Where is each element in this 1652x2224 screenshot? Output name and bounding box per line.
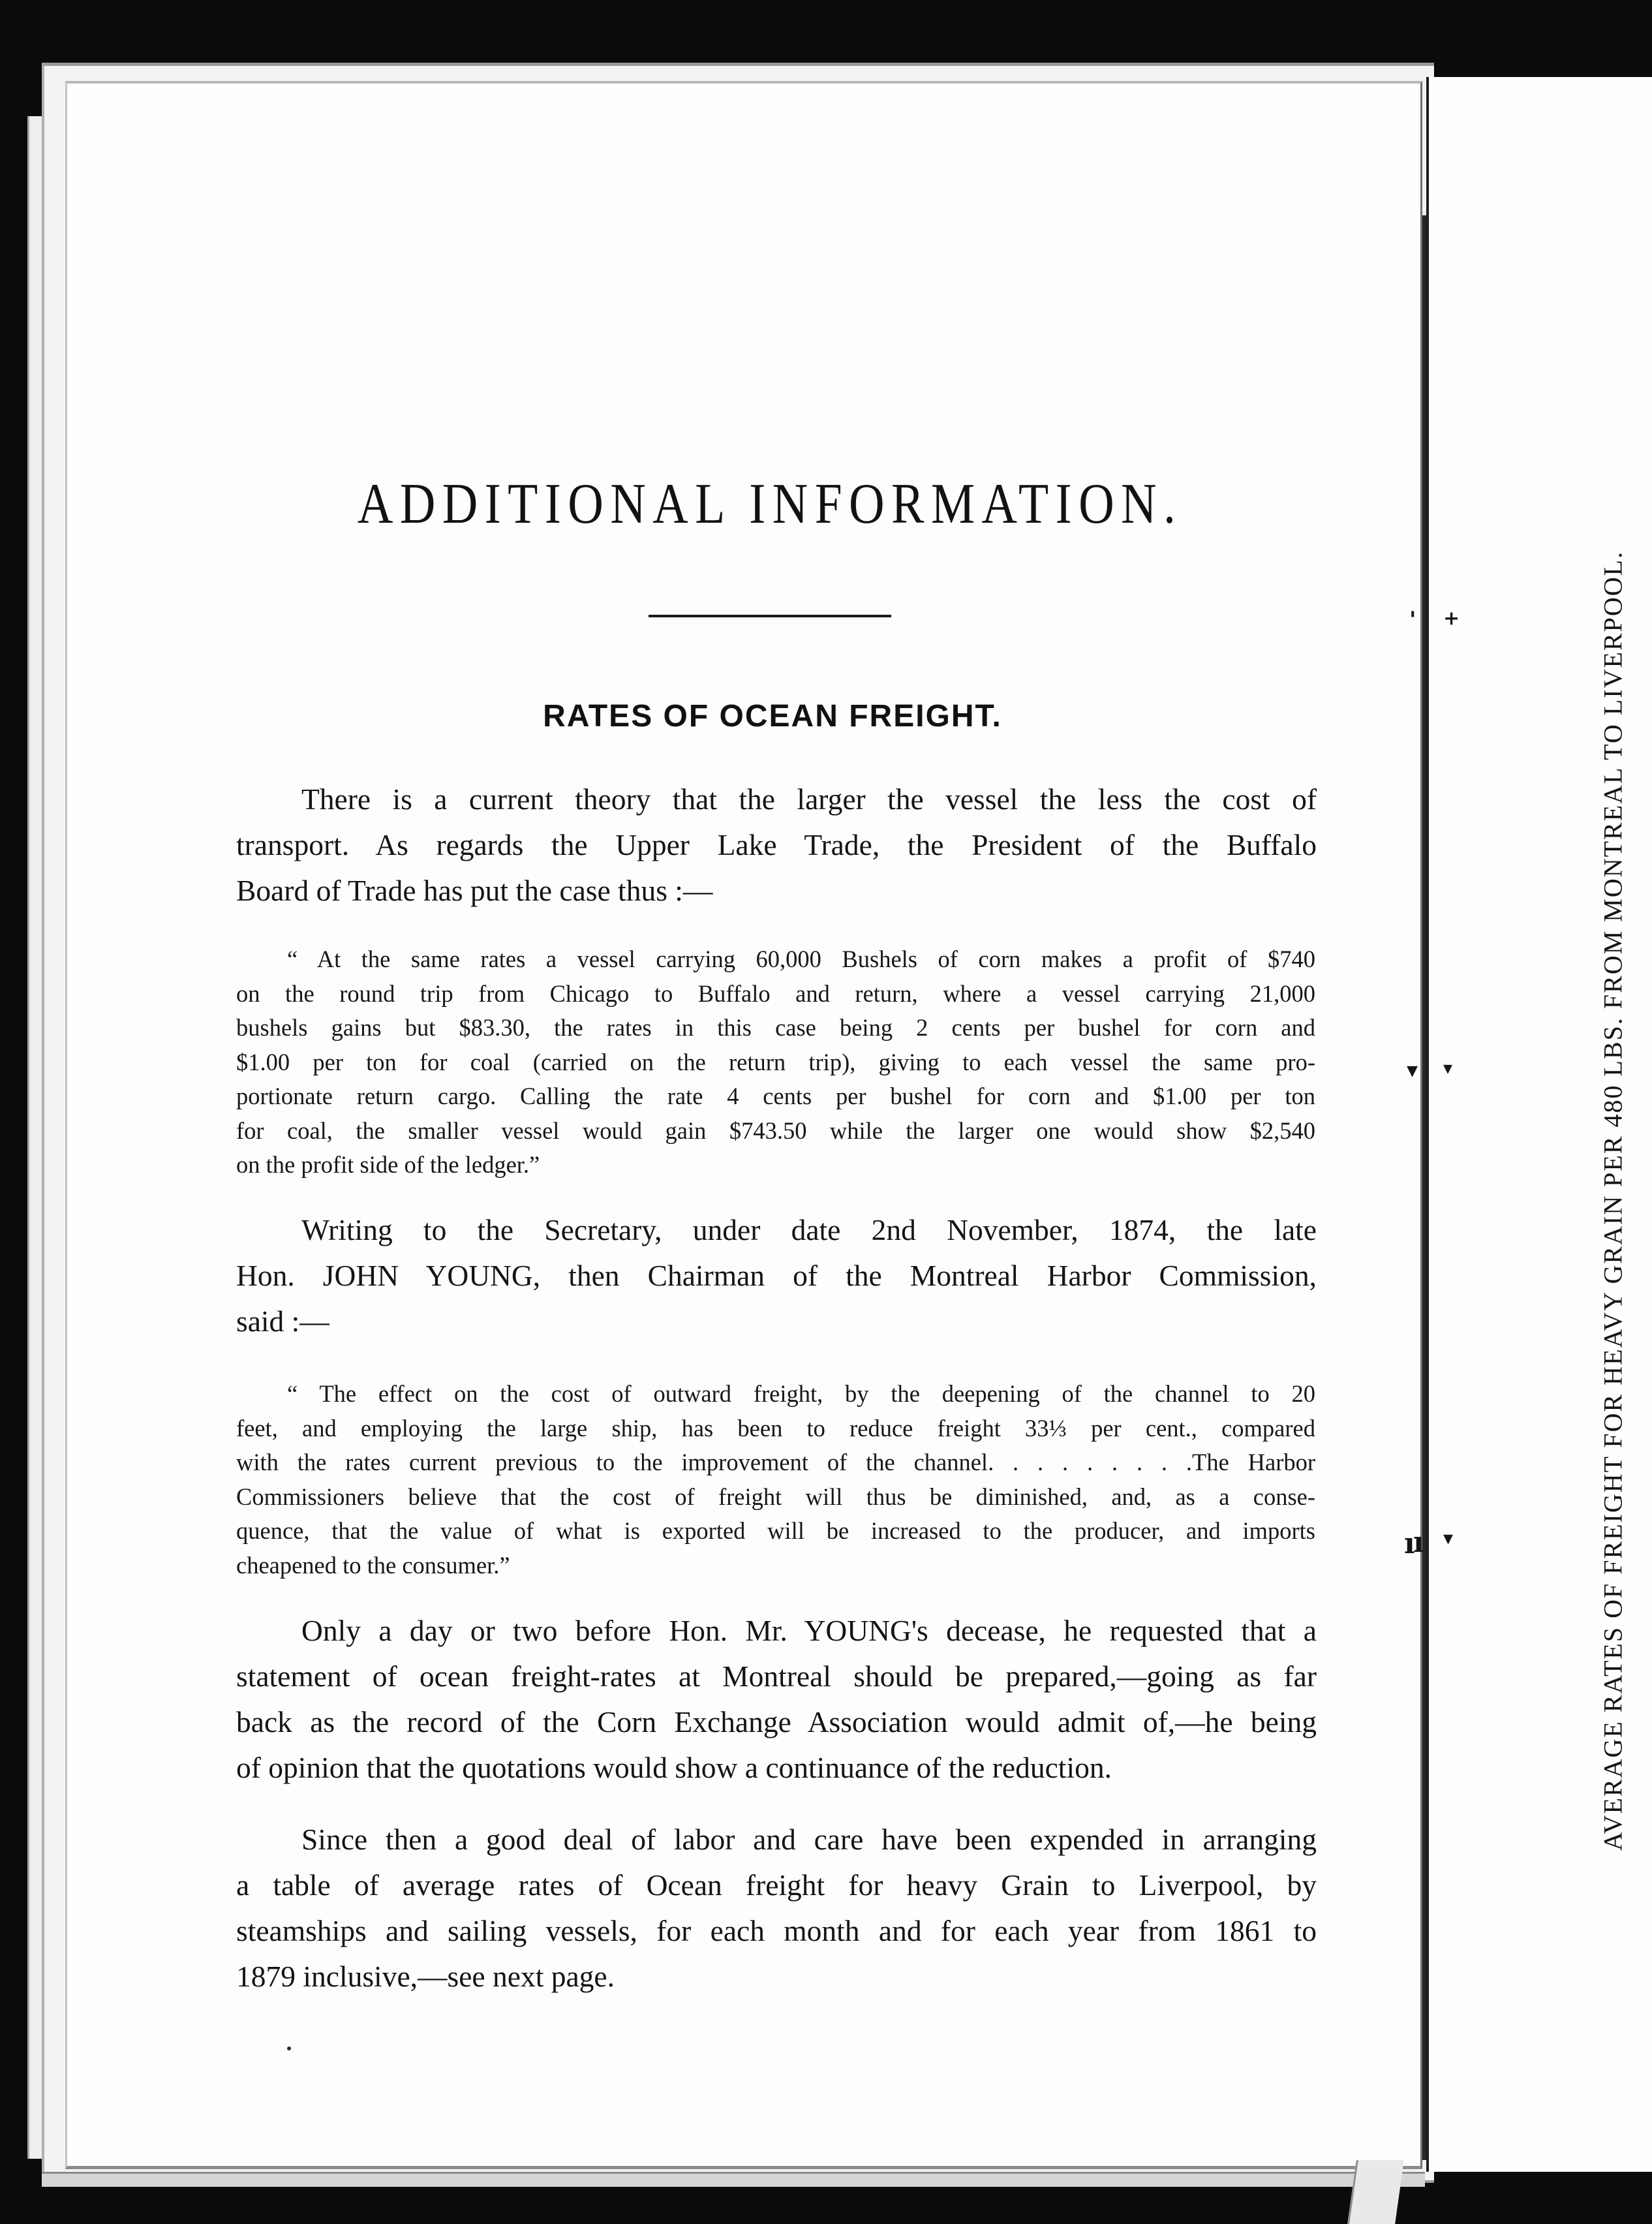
speck <box>287 2046 291 2050</box>
binding-mark: ▾ <box>1443 1057 1453 1079</box>
quote-line: $1.00 per ton for coal (carried on the return trip), giving to each vessel the same pro- <box>236 1048 1315 1075</box>
text-line: Writing to the Secretary, under date 2nd November, 1874, the late <box>301 1213 1317 1246</box>
binding-mark: + <box>1443 607 1460 630</box>
binding-mark: ' <box>1409 607 1416 633</box>
binding-mark: ▾ <box>1407 1057 1418 1083</box>
paragraph-john-young <box>236 1207 1317 1344</box>
binding-mark: ı <box>1404 1527 1415 1560</box>
text-line: statement of ocean freight-rates at Montreal should be prepared,—going as far <box>236 1660 1317 1693</box>
binding-mark: ▾ <box>1443 1527 1454 1550</box>
page-title: ADDITIONAL INFORMATION. <box>357 472 1183 536</box>
quote-line: for coal, the smaller vessel would gain $743.50 while the larger one would show $2,540 <box>236 1117 1315 1144</box>
quote-line: on the profit side of the ledger.” <box>236 1151 540 1178</box>
text-line: steamships and sailing vessels, for each month and for each year from 1861 to <box>236 1914 1317 1947</box>
paragraph-young-request <box>236 1608 1317 1791</box>
text-line: Since then a good deal of labor and care have been expended in arranging <box>301 1823 1317 1856</box>
binding-mark: ı <box>1413 1526 1424 1559</box>
text-line: a table of average rates of Ocean freight for heavy Grain to Liverpool, by <box>236 1868 1317 1902</box>
quote-line: portionate return cargo. Calling the rate 4 cents per bushel for corn and $1.00 per ton <box>236 1083 1315 1109</box>
text-line: back as the record of the Corn Exchange Association would admit of,—he being <box>236 1705 1317 1738</box>
quote-line: quence, that the value of what is exported will be increased to the producer, and imports <box>236 1517 1315 1544</box>
quote-line: “ At the same rates a vessel carrying 60,000 Bushels of corn makes a profit of $740 <box>287 946 1315 972</box>
quote-line: cheapened to the consumer.” <box>236 1551 510 1579</box>
text-line: 1879 inclusive,—see next page. <box>236 1960 615 1993</box>
quote-line: with the rates current previous to the improvement of the channel. . . . . . . . .The Harbor <box>236 1449 1315 1475</box>
text-line: Hon. JOHN YOUNG, then Chairman of the Montreal Harbor Commission, <box>236 1259 1317 1292</box>
paragraph-current-theory <box>236 777 1317 914</box>
text-line: of opinion that the quotations would show a continuance of the reduction. <box>236 1751 1112 1784</box>
facing-page-caption: AVERAGE RATES OF FREIGHT FOR HEAVY GRAIN PER 480 LBS. FROM MONTREAL TO LIVERPOOL. <box>1598 550 1628 1851</box>
text-line: transport. As regards the Upper Lake Trade, the President of the Buffalo <box>236 828 1317 861</box>
text-line: said :— <box>236 1305 329 1338</box>
torn-page-corner <box>1347 2160 1404 2224</box>
quote-harbor-commission <box>236 1377 1315 1583</box>
quote-line: “ The effect on the cost of outward freight, by the deepening of the channel to 20 <box>287 1380 1315 1407</box>
quote-line: on the round trip from Chicago to Buffalo and return, where a vessel carrying 21,000 <box>236 980 1315 1007</box>
quote-buffalo-board <box>236 942 1315 1182</box>
text-line: Board of Trade has put the case thus :— <box>236 874 713 907</box>
page-stack-bottom-edge <box>42 2172 1425 2187</box>
quote-line: feet, and employing the large ship, has been to reduce freight 33⅓ per cent., compared <box>236 1414 1315 1442</box>
paragraph-table-reference <box>236 1817 1317 2000</box>
text-line: Only a day or two before Hon. Mr. YOUNG's decease, he requested that a <box>301 1614 1317 1647</box>
text-line: There is a current theory that the larger the vessel the less the cost of <box>301 782 1317 816</box>
quote-line: bushels gains but $83.30, the rates in this case being 2 cents per bushel for corn and <box>236 1014 1315 1041</box>
section-heading: RATES OF OCEAN FREIGHT. <box>543 699 1002 734</box>
title-divider <box>649 615 891 617</box>
quote-line: Commissioners believe that the cost of freight will thus be diminished, and, as a conse- <box>236 1483 1315 1510</box>
